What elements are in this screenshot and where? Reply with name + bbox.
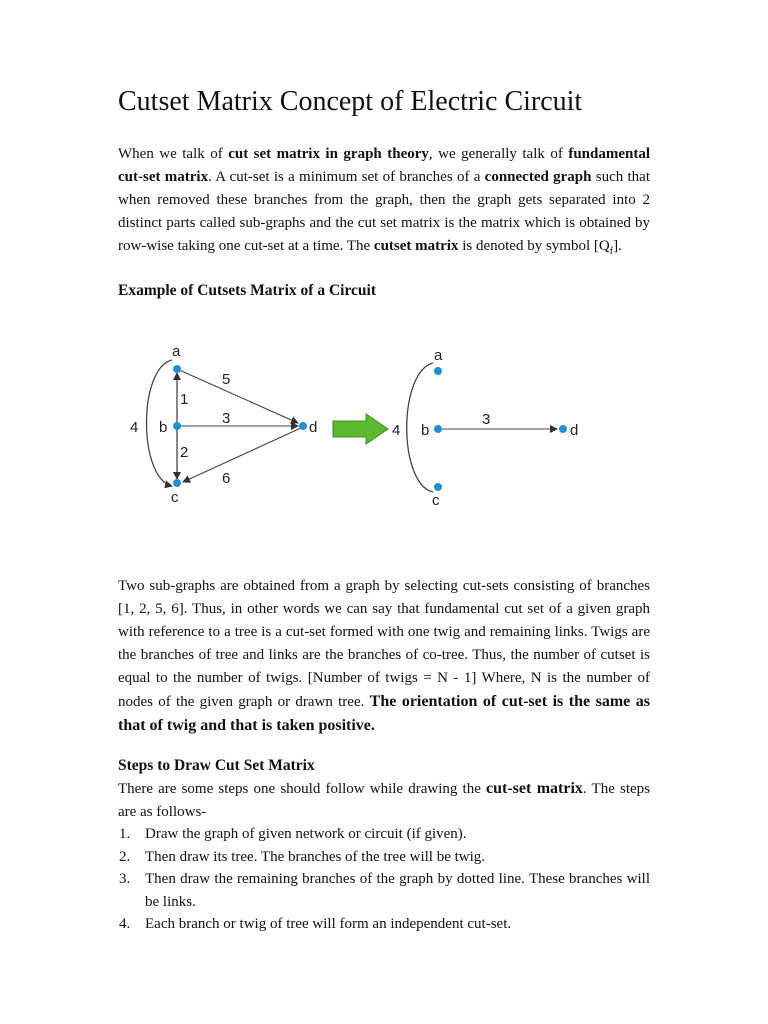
sub-branch-3-label: 3 — [482, 411, 491, 428]
steps-intro-text-1: There are some steps one should follow while drawing the — [118, 781, 486, 797]
orientation-bold-text: The orientation of cut-set is the same as that of twig and that is taken positive. — [118, 693, 650, 734]
intro-bold-3: connected graph — [484, 169, 592, 185]
branch-3-label: 3 — [222, 410, 231, 427]
explanation-text: Two sub-graphs are obtained from a graph by selecting cut-sets consisting of branches [1, 2, 5, 6]. Thus, in other words we can say that fundamental cut set of a given graph with reference to a tree is a cut-set formed with one twig and remaining links. Twigs are the branches of tree and links are the branches of co-tree. Thus, the number of cutset is equal to the number of twigs. [Number of twigs = N - 1] Where, N is the number of nodes of the given graph or drawn tree. — [118, 578, 650, 710]
intro-text-6: ]. — [613, 238, 622, 254]
branch-4-label: 4 — [130, 419, 139, 436]
branch-5-label: 5 — [222, 371, 231, 388]
steps-list — [118, 823, 650, 936]
step-number: 4. — [119, 916, 131, 932]
sub-node-a-label: a — [434, 347, 443, 364]
node-b-label: b — [159, 419, 168, 436]
sub-node-a-dot — [434, 367, 442, 375]
node-a-dot — [173, 365, 181, 373]
sub-node-c-label: c — [432, 492, 440, 509]
step-number: 1. — [119, 826, 131, 842]
example-heading: Example of Cutsets Matrix of a Circuit — [118, 282, 377, 299]
intro-text-3: . A cut-set is a minimum set of branches of a — [208, 169, 485, 185]
steps-intro-paragraph — [118, 777, 650, 824]
intro-bold-2: fundamental cut-set matrix — [118, 146, 651, 185]
step-item — [118, 868, 650, 913]
sub-node-d-dot — [559, 425, 567, 433]
intro-bold-4: cutset matrix — [373, 238, 459, 254]
original-graph — [130, 343, 317, 506]
branch-1-label: 1 — [180, 391, 189, 408]
page-title: Cutset Matrix Concept of Electric Circuit — [118, 86, 583, 117]
symbol-subscript: f — [609, 246, 614, 257]
node-d-label: d — [309, 419, 318, 436]
step-item — [118, 913, 650, 936]
sub-node-b-label: b — [421, 422, 430, 439]
sub-branch-4-label: 4 — [392, 422, 401, 439]
branch-5-edge — [177, 369, 298, 423]
branch-6-label: 6 — [222, 470, 231, 487]
step-text: Then draw the remaining branches of the graph by dotted line. These branches will be links. — [145, 871, 650, 910]
transform-arrow-icon — [333, 414, 388, 444]
node-d-dot — [299, 422, 307, 430]
subgraph-result — [392, 347, 578, 509]
intro-text-2: , we generally talk of — [428, 146, 569, 162]
sub-node-d-label: d — [570, 422, 579, 439]
intro-bold-1: cut set matrix in graph theory — [228, 146, 429, 162]
node-c-dot — [173, 479, 181, 487]
step-number: 2. — [119, 848, 131, 865]
branch-2-label: 2 — [180, 444, 189, 461]
node-a-label: a — [172, 343, 181, 360]
branch-6-edge — [183, 427, 303, 482]
step-text: Then draw its tree. The branches of the tree will be twig. — [145, 848, 486, 865]
step-item — [118, 846, 650, 869]
steps-intro-bold: cut-set matrix — [486, 780, 583, 797]
node-b-dot — [173, 422, 181, 430]
sub-node-c-dot — [434, 483, 442, 491]
node-c-label: c — [171, 489, 179, 506]
cutset-explanation-paragraph — [118, 575, 650, 738]
steps-intro-text-2: . The steps are as follows- — [118, 781, 651, 820]
intro-text-4: such that when removed these branches from the graph, then the graph gets separated into 2 distinct parts called sub-graphs and the cut set matrix is the matrix which is obtained by row-wise taking one cut-set at a time. The — [118, 169, 650, 254]
step-text: Draw the graph of given network or circuit (if given). — [145, 826, 467, 842]
intro-text-1: When we talk of — [118, 146, 229, 162]
step-number: 3. — [119, 871, 131, 887]
step-item — [118, 823, 650, 846]
intro-text-5: is denoted by symbol [Q — [458, 238, 610, 254]
steps-heading: Steps to Draw Cut Set Matrix — [118, 757, 315, 774]
step-text: Each branch or twig of tree will form an independent cut-set. — [145, 916, 512, 932]
sub-node-b-dot — [434, 425, 442, 433]
